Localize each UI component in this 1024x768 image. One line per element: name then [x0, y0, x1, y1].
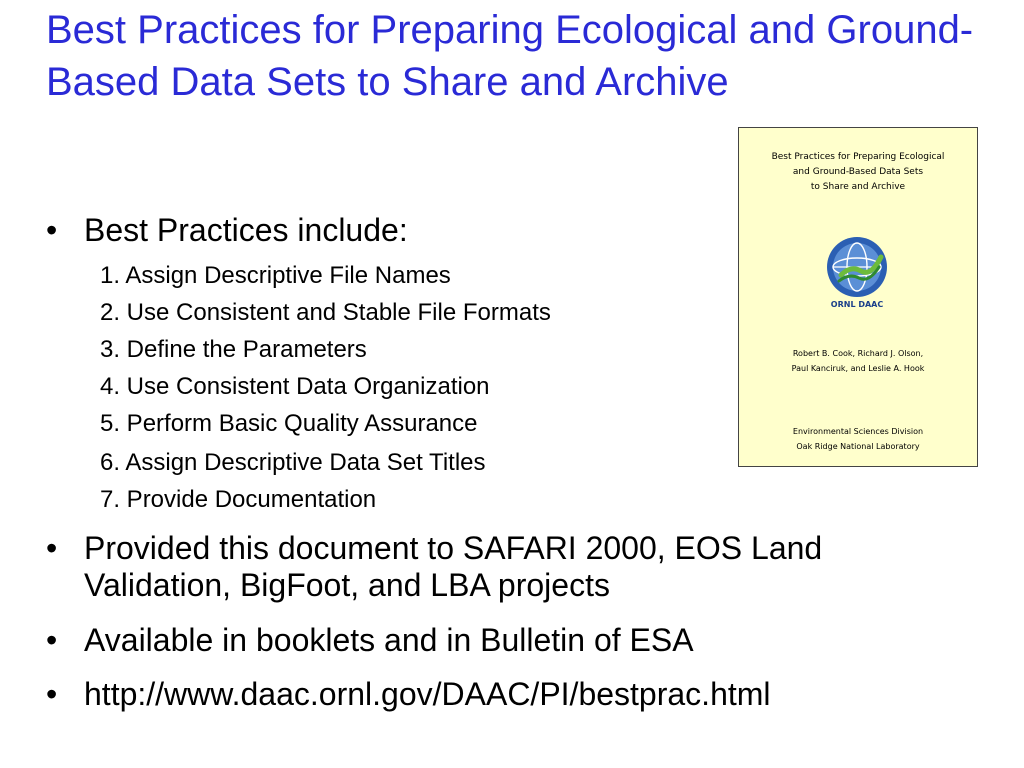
cover-author-line: Robert B. Cook, Richard J. Olson,: [792, 349, 924, 358]
bullet-dot: •: [46, 622, 58, 658]
cover-authors: [739, 346, 977, 376]
cover-title: [739, 150, 977, 195]
list-item: 6. Assign Descriptive Data Set Titles: [100, 449, 486, 476]
cover-title-line: to Share and Archive: [810, 182, 906, 192]
slide-title: Best Practices for Preparing Ecological and Ground-Based Data Sets to Share and Archive: [46, 8, 974, 104]
cover-org-line: Environmental Sciences Division: [792, 427, 924, 436]
bullet-projects: [46, 530, 926, 604]
bullet-dot: •: [46, 530, 58, 566]
list-item: 3. Define the Parameters: [100, 336, 367, 363]
cover-organization: [739, 424, 977, 454]
bullet-text: Best Practices include:: [84, 212, 408, 248]
bullet-text: Provided this document to SAFARI 2000, EOS Land Validation, BigFoot, and LBA projects: [84, 530, 823, 603]
cover-org-line: Oak Ridge National Laboratory: [796, 442, 920, 451]
bullet-link[interactable]: http://www.daac.ornl.gov/DAAC/PI/bestprac.html: [84, 676, 771, 712]
list-item: 4. Use Consistent Data Organization: [100, 373, 490, 400]
bullet-text: Available in booklets and in Bulletin of ESA: [84, 622, 694, 658]
bullet-url: [46, 676, 946, 713]
cover-author-line: Paul Kanciruk, and Leslie A. Hook: [791, 364, 925, 373]
cover-title-line: and Ground-Based Data Sets: [792, 167, 924, 177]
bullet-availability: [46, 622, 946, 659]
list-item: 2. Use Consistent and Stable File Formats: [100, 299, 551, 326]
bullet-dot: •: [46, 676, 58, 712]
logo-text: ORNL DAAC: [830, 300, 884, 309]
list-item: 1. Assign Descriptive File Names: [100, 262, 451, 289]
list-item: 7. Provide Documentation: [100, 486, 377, 513]
ornl-daac-logo-icon: [821, 235, 893, 311]
list-item: 5. Perform Basic Quality Assurance: [100, 410, 478, 437]
bullet-dot: •: [46, 212, 58, 248]
cover-title-line: Best Practices for Preparing Ecological: [771, 152, 945, 162]
booklet-cover-image: [738, 127, 978, 467]
